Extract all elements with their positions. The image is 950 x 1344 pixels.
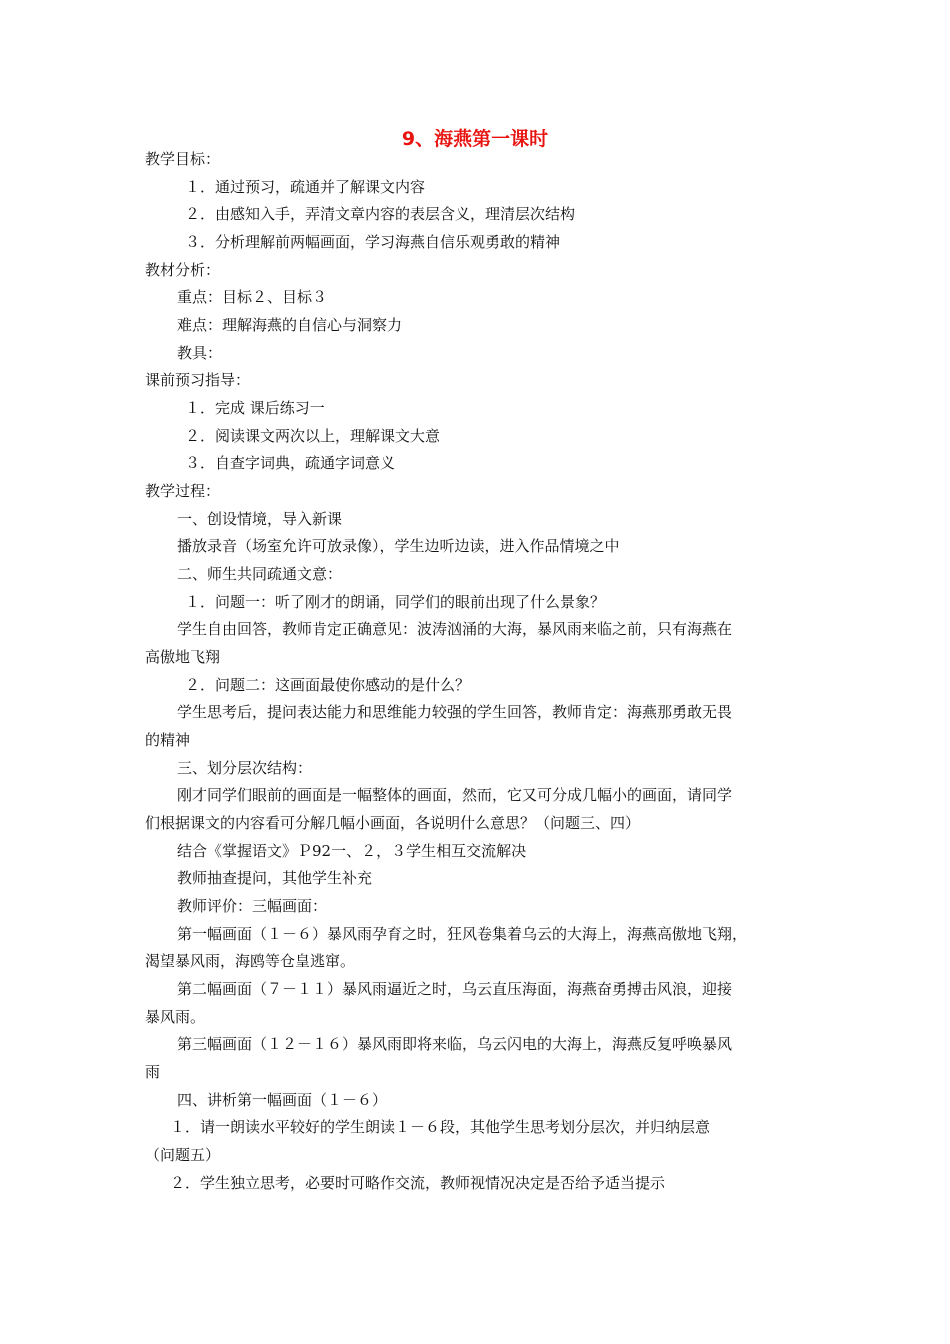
section-heading: 一、创设情境，导入新课 [177, 510, 343, 528]
document-title: 9、海燕第一课时 [401, 128, 549, 150]
paragraph-line: 结合《掌握语文》Ｐ92一、２，３学生相互交流解决 [177, 842, 527, 860]
section-heading: 四、讲析第一幅画面（１－６） [177, 1091, 388, 1109]
goal-item: ２．由感知入手，弄清文章内容的表层含义，理清层次结构 [185, 205, 576, 223]
heading-preview-guide: 课前预习指导： [145, 371, 251, 389]
paragraph-line: 雨 [145, 1063, 161, 1081]
paragraph-line: 第一幅画面（１－６）暴风雨孕育之时，狂风卷集着乌云的大海上，海燕高傲地飞翔， [177, 925, 748, 943]
question-item: １．问题一：听了刚才的朗诵，同学们的眼前出现了什么景象？ [185, 593, 606, 611]
goal-item: ３．分析理解前两幅画面，学习海燕自信乐观勇敢的精神 [185, 233, 561, 251]
paragraph-line: 的精神 [145, 731, 191, 749]
paragraph-line: 刚才同学们眼前的画面是一幅整体的画面，然而，它又可分成几幅小的画面，请同学 [177, 786, 733, 804]
paragraph-line: 学生自由回答，教师肯定正确意见：波涛汹涌的大海，暴风雨来临之前，只有海燕在 [177, 620, 733, 638]
preview-item: ２．阅读课文两次以上，理解课文大意 [185, 427, 441, 445]
paragraph-line: 高傲地飞翔 [145, 648, 221, 666]
heading-material-analysis: 教材分析： [145, 261, 221, 279]
goal-item: １．通过预习，疏通并了解课文内容 [185, 178, 426, 196]
question-item: ２．问题二：这画面最使你感动的是什么？ [185, 676, 471, 694]
paragraph-line: 们根据课文的内容看可分解几幅小画面，各说明什么意思？（问题三、四） [145, 814, 641, 832]
paragraph-line: 第三幅画面（１２－１６）暴风雨即将来临，乌云闪电的大海上，海燕反复呼唤暴风 [177, 1035, 733, 1053]
difficult-point: 难点：理解海燕的自信心与洞察力 [177, 316, 403, 334]
step-item: １．请一朗读水平较好的学生朗读１－６段，其他学生思考划分层次，并归纳层意 [170, 1118, 711, 1136]
section-heading: 二、师生共同疏通文意： [177, 565, 343, 583]
paragraph-line: 渴望暴风雨，海鸥等仓皇逃窜。 [145, 952, 356, 970]
paragraph-line: 教师评价：三幅画面： [177, 897, 328, 915]
key-point: 重点：目标２、目标３ [177, 288, 328, 306]
heading-teaching-process: 教学过程： [145, 482, 221, 500]
paragraph-line: 第二幅画面（７－１１）暴风雨逼近之时，乌云直压海面，海燕奋勇搏击风浪，迎接 [177, 980, 733, 998]
paragraph-line: 学生思考后，提问表达能力和思维能力较强的学生回答，教师肯定：海燕那勇敢无畏 [177, 703, 733, 721]
step-item: ２．学生独立思考，必要时可略作交流，教师视情况决定是否给予适当提示 [170, 1174, 666, 1192]
section-heading: 三、划分层次结构： [177, 759, 313, 777]
paragraph-line: 教师抽查提问，其他学生补充 [177, 869, 373, 887]
preview-item: ３．自查字词典，疏通字词意义 [185, 454, 396, 472]
paragraph-line: 暴风雨。 [145, 1008, 206, 1026]
preview-item: １．完成 课后练习一 [185, 399, 325, 417]
paragraph-line: （问题五） [145, 1146, 221, 1164]
teaching-tools: 教具： [177, 344, 223, 362]
paragraph-line: 播放录音（场室允许可放录像），学生边听边读，进入作品情境之中 [177, 537, 620, 555]
heading-teaching-goals: 教学目标： [145, 150, 221, 168]
